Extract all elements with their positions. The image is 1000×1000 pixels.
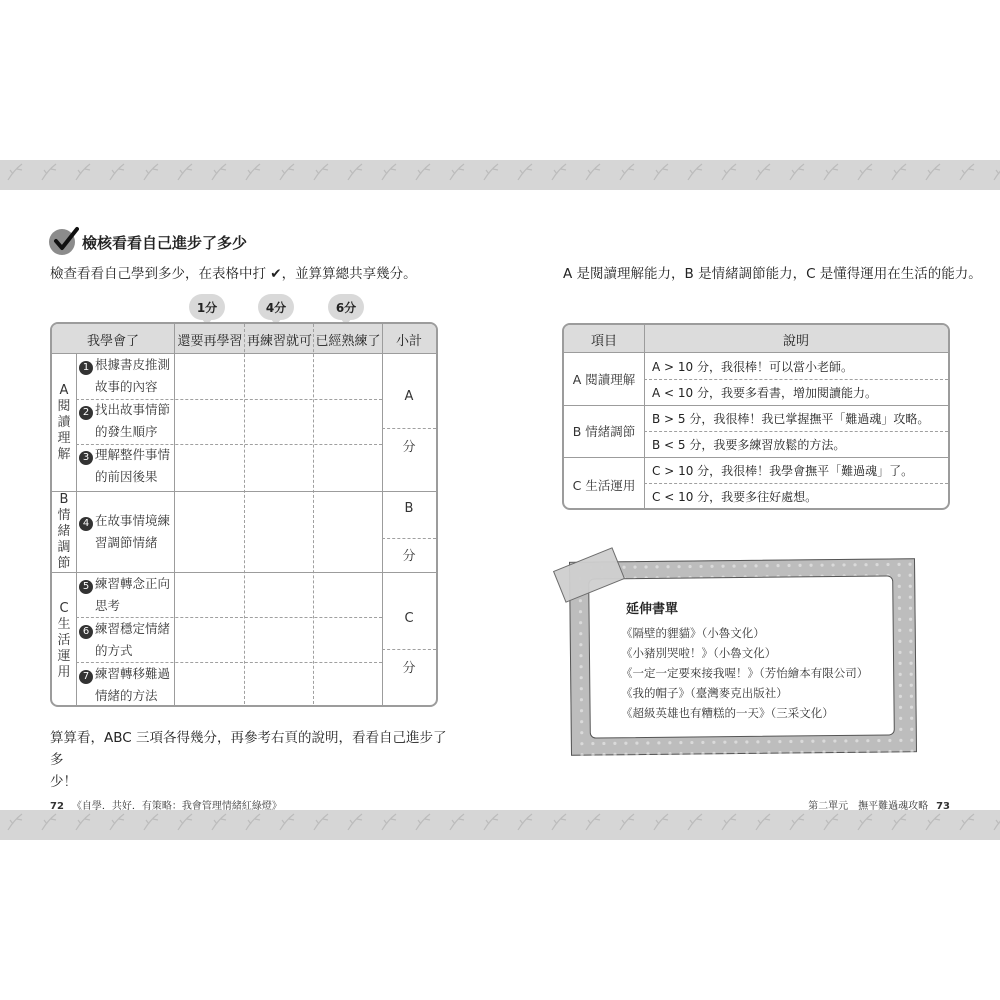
table-row: 7 練習轉移難過 情緒的方法 (79, 663, 179, 707)
subtotal-b-unit: 分 (402, 549, 416, 564)
item-number: 6 (79, 625, 93, 639)
header-item: 項目 (590, 333, 617, 349)
header-need-more: 還要再學習 (177, 333, 243, 349)
book-item: 《一定一定要來接我喔！》（芳怡繪本有限公司） (621, 666, 869, 680)
table-row: 2 找出故事情節 的發生順序 (79, 399, 179, 443)
description-a-high: A > 10 分，我很棒！可以當小老師。 (652, 359, 853, 374)
item-number: 7 (79, 670, 93, 684)
page-number-left: 72 (50, 801, 64, 812)
group-label-life: C 生 活 運 用 (57, 600, 71, 680)
page-number-right: 73 (936, 801, 950, 812)
description-b-high: B > 5 分，我很棒！我已掌握撫平「難過魂」攻略。 (652, 411, 930, 426)
self-check-table (50, 322, 438, 707)
table-row: 3 理解整件事情 的前因後果 (79, 444, 179, 488)
group-label-emotion: B 情 緒 調 節 (57, 491, 71, 571)
header-mastered: 已經熟練了 (315, 333, 381, 349)
description-c-high: C > 10 分，我很棒！我學會撫平「難過魂」了。 (652, 463, 914, 478)
subtotal-c-unit: 分 (402, 661, 416, 676)
book-item: 《小豬別哭啦！》（小魯文化） (621, 646, 777, 660)
running-title-right: 第二單元 撫平難過魂攻略 (808, 801, 929, 812)
table-row: 5 練習轉念正向 思考 (79, 573, 179, 617)
subtotal-c-letter: C (404, 611, 414, 626)
score-bubble-6: 6分 (328, 294, 364, 320)
description-b-low: B < 5 分，我要多練習放鬆的方法。 (652, 437, 846, 452)
top-decorative-band (0, 160, 1000, 190)
description-a-low: A < 10 分，我要多看書，增加閱讀能力。 (652, 385, 877, 400)
header-practice: 再練習就可 (246, 333, 312, 349)
category-life: C 生活運用 (572, 477, 636, 493)
subtotal-a-unit: 分 (402, 440, 416, 455)
score-bubble-4: 4分 (258, 294, 294, 320)
table-header (564, 325, 948, 353)
leaf-pattern (0, 810, 1000, 840)
checkmark-icon (49, 229, 75, 255)
header-description: 說明 (782, 333, 809, 349)
group-label-reading: A 閱 讀 理 解 (57, 382, 71, 462)
item-number: 1 (79, 361, 93, 375)
item-number: 3 (79, 451, 93, 465)
running-title-left: 《自學．共好．有策略：我會管理情緒紅綠燈》 (71, 801, 282, 812)
left-folio (50, 797, 282, 812)
leaf-pattern (0, 160, 1000, 190)
item-number: 4 (79, 517, 93, 531)
closing-question: 算算看，ABC 三項各得幾分，再參考右頁的說明，看看自己進步了多 少！ (50, 730, 447, 790)
header-learned: 我學會了 (86, 333, 139, 349)
score-bubble-1: 1分 (189, 294, 225, 320)
item-number: 5 (79, 580, 93, 594)
category-reading: A 閱讀理解 (572, 372, 636, 387)
subtotal-a-letter: A (404, 389, 414, 404)
table-row: 4 在故事情境練 習調節情緒 (79, 510, 179, 554)
book-item: 《我的帽子》（臺灣麥克出版社） (621, 686, 788, 700)
book-item: 《超級英雄也有糟糕的一天》（三采文化） (621, 706, 834, 720)
ability-legend-text: A 是閱讀理解能力，B 是情緒調節能力，C 是懂得運用在生活的能力。 (563, 266, 982, 282)
table-row: 6 練習穩定情緒 的方式 (79, 618, 179, 662)
instruction-text: 檢查看看自己學到多少，在表格中打 ✔，並算算總共享幾分。 (50, 266, 417, 282)
section-title: 檢核看看自己進步了多少 (82, 234, 248, 252)
book-item: 《隔壁的貍貓》（小魯文化） (621, 626, 765, 640)
booklist-title: 延伸書單 (626, 602, 679, 617)
header-subtotal: 小計 (395, 333, 422, 349)
score-explanation-table (562, 323, 950, 510)
table-row: 1 根據書皮推測 故事的內容 (79, 354, 179, 398)
bottom-decorative-band (0, 810, 1000, 840)
right-folio (808, 797, 950, 812)
category-emotion: B 情緒調節 (572, 424, 636, 439)
subtotal-b-letter: B (404, 501, 414, 516)
item-number: 2 (79, 406, 93, 420)
description-c-low: C < 10 分，我要多往好處想。 (652, 489, 818, 504)
